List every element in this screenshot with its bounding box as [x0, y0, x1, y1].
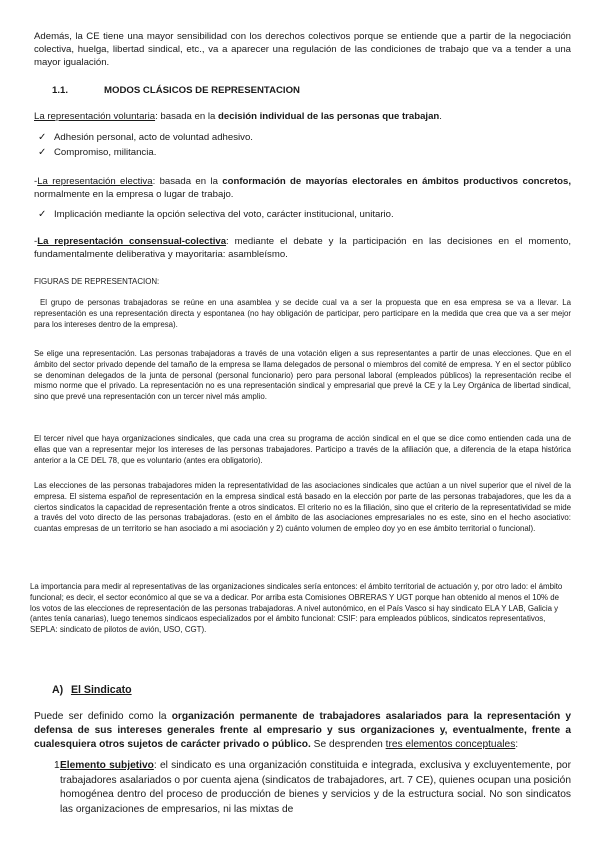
- list-item: [34, 208, 571, 223]
- figuras-paragraph-4: Las elecciones de las personas trabajadores miden la representatividad de las asociaciones sindicales que actúan a un nivel superior que el nivel de la empresa. El sistema español de representación en la empresa sindical está basado en la elección por parte de las personas trabajadores, que les da a ciertos sindicatos la capacidad de representación frente a otros sindicatos. El criterio no es la filiación, sino que el criterio de la representatividad se mide a través del voto directo de las personas trabajadoras. (esto en el ámbito de las asociaciones empresariales no es este, sino en el hecho asociativo: cuantas empresas de un territorio se han asociado a mi asociación y 2) cuánto volumen de empleo doy yo en ese ámbito territorial o funcional).: [34, 481, 571, 534]
- voluntaria-text-a: : basada en la: [155, 111, 219, 122]
- sindicato-letter: A): [52, 684, 64, 696]
- item-term: Elemento subjetivo: [60, 760, 154, 771]
- sindicato-heading: [34, 683, 571, 697]
- electiva-dash: -: [34, 176, 38, 187]
- definition-text-a: Puede ser definido como la: [34, 711, 172, 722]
- consensual-term: La representación consensual-colectiva: [37, 236, 227, 247]
- list-item: [34, 759, 571, 817]
- figuras-paragraph-2: Se elige una representación. Las personas trabajadoras a través de una votación eligen a sus representantes a partir de unas elecciones. Que en el ámbito del sector privado depende del tamaño de la empresa se llama delegados de personal o miembros del comité de empresa. Y en el sector público se denominan delegados de la junta de personal (personal funcionario) pero para personal laboral (empleados públicos) la representación recibe el mismo norme que el privado. La representación no es una representación sindical y empresarial que prevé la CE y la Ley Orgánica de libertad sindical, sino que prevé una representación con un tercer nivel más amplio.: [34, 349, 571, 402]
- definition-underlined: tres elementos conceptuales: [385, 739, 516, 750]
- electiva-text-b: normalmente en la empresa o lugar de trabajo.: [34, 189, 234, 200]
- electiva-term: La representación electiva: [37, 176, 153, 187]
- sindicato-definition: [34, 710, 571, 752]
- electiva-bold: conformación de mayorías electorales en ámbitos productivos concretos,: [222, 176, 572, 187]
- figuras-paragraph-1: El grupo de personas trabajadoras se reúne en una asamblea y se decide cual va a ser la propuesta que en esa empresa se va a llevar. La representación es una representación directa y espontanea (no hay obligación de participar, pero participare en la medida que crea que va a ser mejor para los intereses dentro de la empresa).: [34, 298, 571, 329]
- bullet-text: Implicación mediante la opción selectiva del voto, carácter institucional, unitario.: [54, 209, 394, 220]
- electiva-paragraph: [34, 175, 571, 201]
- section-title: MODOS CLÁSICOS DE REPRESENTACION: [104, 85, 300, 96]
- figuras-title: FIGURAS DE REPRESENTACION:: [34, 277, 160, 286]
- consensual-dash: -: [34, 236, 38, 247]
- voluntaria-paragraph: [34, 110, 571, 123]
- voluntaria-bullets: [34, 131, 571, 160]
- definition-bold: organización permanente de trabajadores asalariados para la representación y defensa de sus intereses generales frente al empresario y sus organizaciones y, eventualmente, frente a cualesquiera otros sujetos de carácter privado o público.: [34, 711, 571, 750]
- check-icon: ✓: [38, 132, 47, 143]
- electiva-bullets: [34, 208, 571, 223]
- electiva-text-a: : basada en la: [152, 176, 223, 187]
- bullet-text: Adhesión personal, acto de voluntad adhesivo.: [54, 132, 253, 143]
- list-item: [34, 146, 571, 161]
- check-icon: ✓: [38, 146, 47, 158]
- voluntaria-bold: decisión individual de las personas que trabajan: [218, 111, 440, 122]
- bullet-text: Compromiso, militancia.: [54, 146, 157, 158]
- definition-text-c: :: [515, 739, 519, 750]
- voluntaria-text-b: .: [439, 111, 442, 122]
- sindicato-title: El Sindicato: [70, 684, 132, 696]
- voluntaria-term: La representación voluntaria: [34, 111, 156, 122]
- figuras-paragraph-5: La importancia para medir al representativas de las organizaciones sindicales sería entonces: el ámbito territorial de actuación y, por otro lado: el ámbito funcional; es decir, el sector económico al que se va a dedicar. Por arriba esta Comisiones OBRERAS Y UGT porque han obtenido al menos el 10% de los votos de las elecciones de representación de las personas trabajadoras. A nivel autonómico, en el País Vasco si hay sindicato ELA Y LAB, Galicia y (antes tenía canarias), luego tenemos sindicaos especializados por el ámbito funcional: CSIF: para empleados públicos, sindicatos representativos, SEPLA: sindicato de pilotos de avión, USO, CGT).: [30, 582, 563, 635]
- check-icon: ✓: [38, 209, 47, 220]
- list-item: [34, 131, 571, 146]
- sindicato-elements-list: [34, 759, 571, 817]
- intro-paragraph: Además, la CE tiene una mayor sensibilidad con los derechos colectivos porque se entiende que a partir de la negociación colectiva, huelga, libertad sindical, etc., va a aparecer una regulación de las condiciones de trabajo que va a tender a una mayor igualación.: [34, 31, 571, 68]
- definition-text-b: Se desprenden: [310, 739, 386, 750]
- consensual-text: : mediante el debate y la participación en las decisiones en el momento, fundamentalmente deliberativa y mayoritaria: asambleísmo.: [34, 236, 571, 260]
- section-heading: [34, 84, 571, 97]
- figuras-paragraph-3: El tercer nivel que haya organizaciones sindicales, que cada una crea su programa de acción sindical en el que se dice como entienden cada una de ellas que van a representar mejor los intereses de las personas trabajadores. Participo a través de la afiliación que, a diferencia de la etapa histórica anterior a la CE DEL 78, que es voluntario (antes era obligatorio).: [34, 434, 571, 465]
- item-number: 1.: [54, 760, 63, 771]
- consensual-paragraph: [34, 235, 571, 261]
- item-text: : el sindicato es una organización constituida e integrada, exclusiva y excluyentemente, por trabajadores asalariados o por cuenta ajena (sindicatos de trabajadores, art. 7 CE), quienes ocupan una posición homogénea dentro del proceso de producción de bienes y servicios y de la estructura social. No son sindicatos las organizaciones de empresarios, ni las mixtas de: [60, 760, 571, 815]
- section-number: 1.1.: [52, 85, 69, 96]
